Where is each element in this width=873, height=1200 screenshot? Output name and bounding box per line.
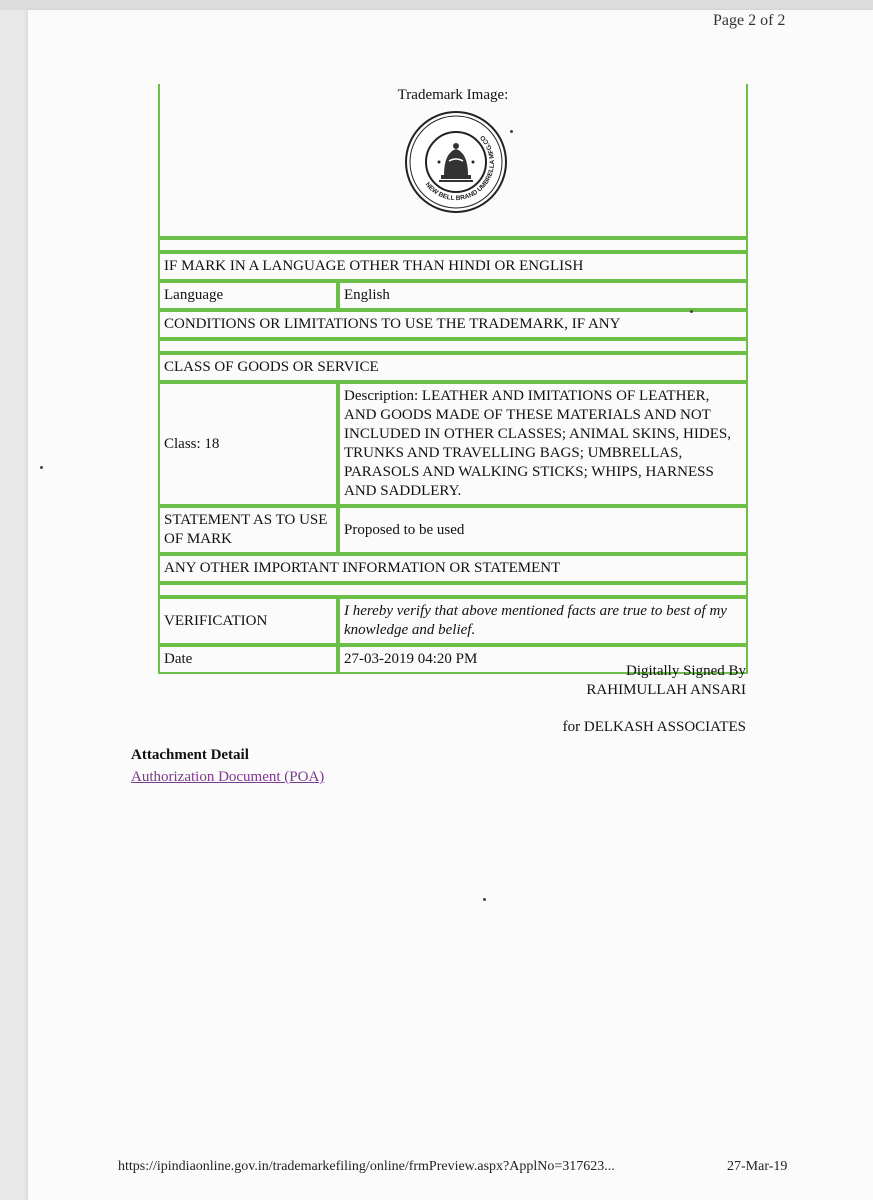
application-table (158, 84, 748, 674)
authorization-document-link[interactable]: Authorization Document (POA) (131, 769, 325, 785)
page-number: Page 2 of 2 (713, 12, 786, 29)
digital-signature (586, 662, 746, 700)
verification-label: VERIFICATION (158, 597, 338, 645)
scan-speck (40, 466, 43, 469)
form-table (158, 238, 748, 674)
scan-speck (483, 898, 486, 901)
signer-name: RAHIMULLAH ANSARI (586, 682, 746, 698)
conditions-header: CONDITIONS OR LIMITATIONS TO USE THE TRADEMARK, IF ANY (158, 310, 748, 339)
verification-text: I hereby verify that above mentioned facts are true to best of my knowledge and belief. (338, 597, 748, 645)
goods-description: Description: LEATHER AND IMITATIONS OF LEATHER, AND GOODS MADE OF THESE MATERIALS AND NOT INCLUDED IN OTHER CLASSES; ANIMAL SKINS, HIDES, TRUNKS AND TRAVELLING BAGS; UMBRELLAS, PARASOLS AND WALKING STICKS; WHIPS, HARNESS AND SADDLERY. (338, 382, 748, 506)
scan-speck (510, 130, 513, 133)
trademark-image-label: Trademark Image: (397, 87, 509, 103)
trademark-logo (403, 109, 509, 215)
signed-by-label: Digitally Signed By (626, 663, 746, 679)
date-label: Date (158, 645, 338, 674)
goods-header: CLASS OF GOODS OR SERVICE (158, 353, 748, 382)
statement-value: Proposed to be used (338, 506, 748, 554)
footer-date: 27-Mar-19 (727, 1159, 788, 1174)
scan-speck (690, 310, 693, 313)
logo-text: NEW BELL BRAND UMBRELLA MFG.CO (423, 133, 497, 203)
other-info-header: ANY OTHER IMPORTANT INFORMATION OR STATEMENT (158, 554, 748, 583)
language-header: IF MARK IN A LANGUAGE OTHER THAN HINDI OR ENGLISH (158, 252, 748, 281)
date-value: 27-03-2019 04:20 PM (338, 645, 748, 674)
class-label: Class: 18 (158, 382, 338, 506)
trademark-image-cell (158, 84, 748, 238)
attachment-title: Attachment Detail (131, 747, 249, 763)
statement-label: STATEMENT AS TO USE OF MARK (158, 506, 338, 554)
language-value: English (338, 281, 748, 310)
footer-url: https://ipindiaonline.gov.in/trademarkefiling/online/frmPreview.aspx?ApplNo=317623... (118, 1159, 615, 1174)
agent-line: for DELKASH ASSOCIATES (562, 719, 746, 735)
language-label: Language (158, 281, 338, 310)
scan-top-edge (0, 0, 873, 10)
